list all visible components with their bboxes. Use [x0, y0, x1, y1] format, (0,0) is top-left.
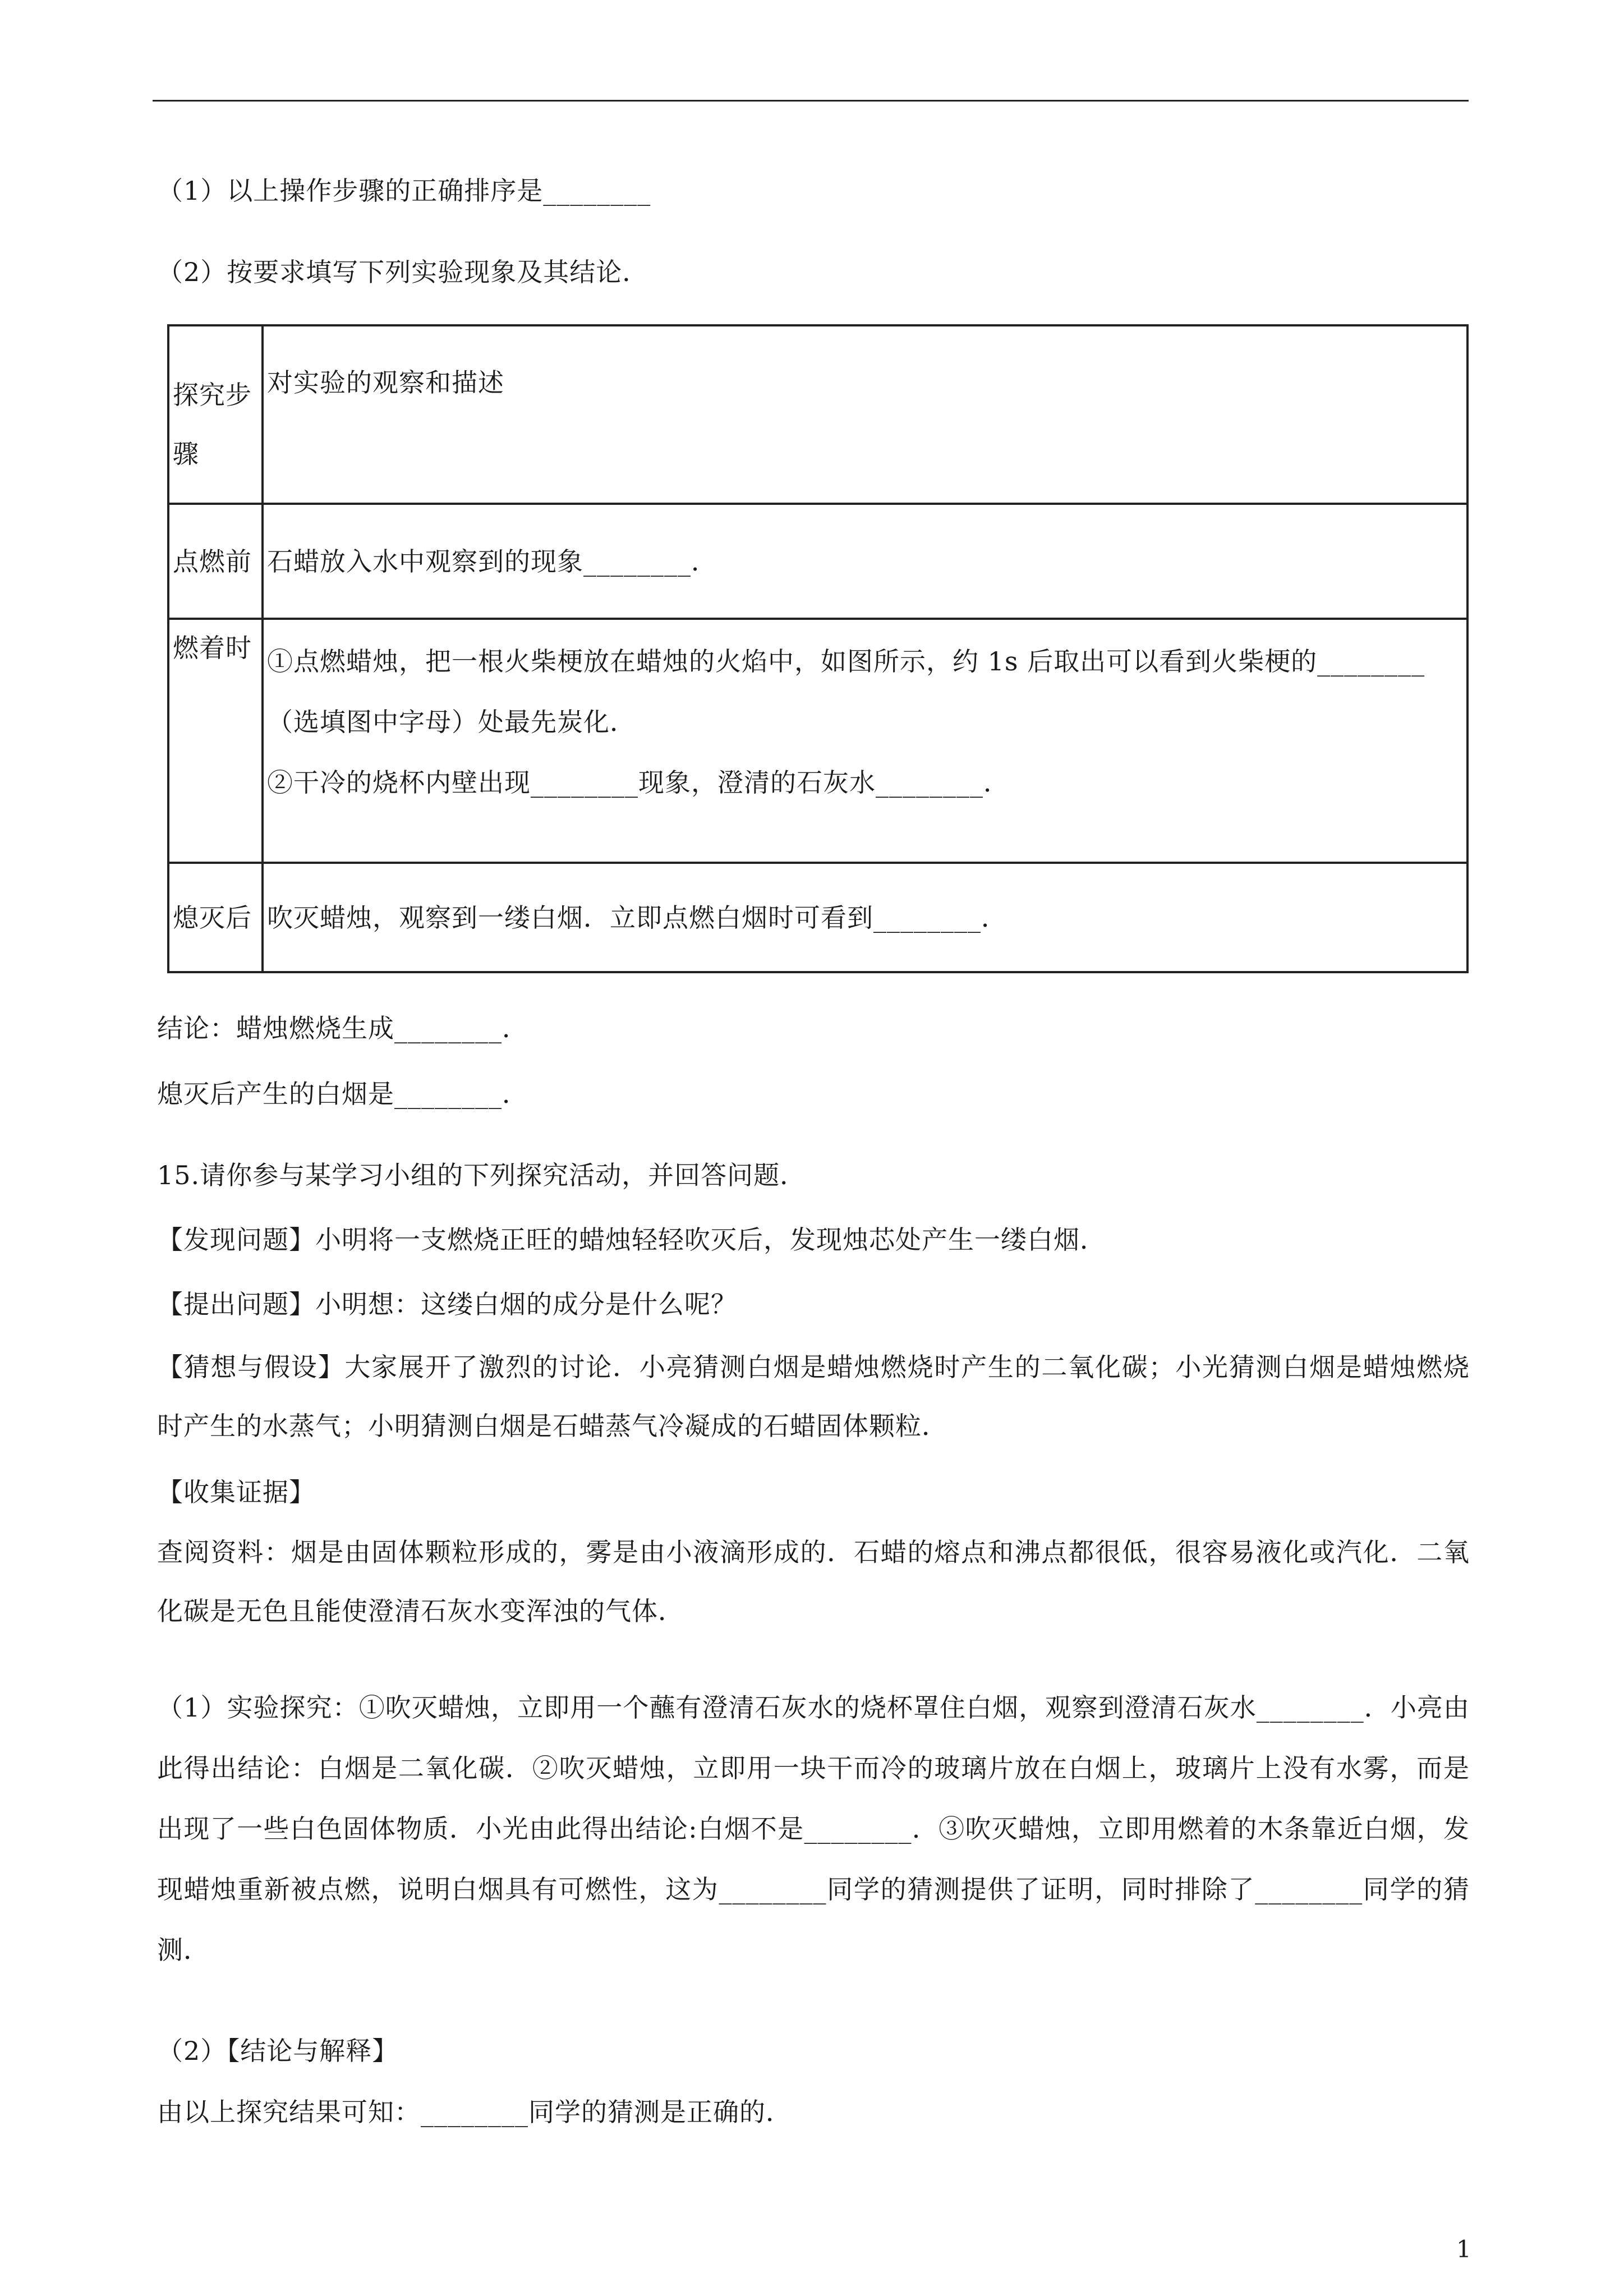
q15-evidence: 查阅资料：烟是由固体颗粒形成的，雾是由小液滴形成的．石蜡的熔点和沸点都很低，很容易液化或汽化．二氧化碳是无色且能使澄清石灰水变浑浊的气体． — [157, 1537, 1470, 1626]
row-desc-before — [263, 504, 1467, 619]
table-row — [168, 619, 1467, 863]
table-row — [168, 325, 1467, 504]
q15-evidence-title: 【收集证据】 — [157, 1477, 315, 1507]
q14-part1: （1）以上操作步骤的正确排序是________ — [157, 176, 651, 206]
q15-part2: 由以上探究结果可知：________同学的猜测是正确的． — [157, 2097, 792, 2127]
row-line: （选填图中字母）处最先炭化． — [267, 707, 636, 737]
row-step-before: 点燃前 — [168, 504, 263, 619]
q15-hypothesis: 【猜想与假设】大家展开了激烈的讨论．小亮猜测白烟是蜡烛燃烧时产生的二氧化碳；小光猜测白烟是蜡烛燃烧时产生的水蒸气；小明猜测白烟是石蜡蒸气冷凝成的石蜡固体颗粒． — [157, 1352, 1470, 1441]
header-rule — [153, 100, 1469, 102]
row-desc-after — [263, 863, 1467, 972]
table-header-step: 探究步骤 — [168, 325, 263, 504]
row-line: 石蜡放入水中观察到的现象________． — [267, 546, 717, 577]
row-desc-burning — [263, 619, 1467, 863]
row-line: ①点燃蜡烛，把一根火柴梗放在蜡烛的火焰中，如图所示，约 1s 后取出可以看到火柴梗的________ — [267, 646, 1425, 677]
page-number: 1 — [1456, 2235, 1471, 2263]
row-step-after: 熄灭后 — [168, 863, 263, 972]
q15-part1: （1）实验探究：①吹灭蜡烛，立即用一个蘸有澄清石灰水的烧杯罩住白烟，观察到澄清石灰水________．小亮由此得出结论：白烟是二氧化碳．②吹灭蜡烛，立即用一块干而冷的玻璃片放在白烟上，玻璃片上没有水雾，而是出现了一些白色固体物质．小光由此得出结论:白烟不是________．③吹灭蜡烛，立即用燃着的木条靠近白烟，发现蜡烛重新被点燃，说明白烟具有可燃性，这为________同学的猜测提供了证明，同时排除了________同学的猜测． — [157, 1692, 1470, 1965]
q14-conclusion-1: 结论：蜡烛燃烧生成________． — [157, 1013, 528, 1043]
row-line: ②干冷的烧杯内壁出现________现象，澄清的石灰水________． — [267, 767, 1010, 798]
table-header-desc: 对实验的观察和描述 — [263, 325, 1467, 504]
q15-question: 【提出问题】小明想：这缕白烟的成分是什么呢？ — [157, 1289, 737, 1319]
row-line: 吹灭蜡烛，观察到一缕白烟．立即点燃白烟时可看到________． — [267, 902, 1007, 933]
table-row — [168, 863, 1467, 972]
q15-intro: 15.请你参与某学习小组的下列探究活动，并回答问题． — [157, 1160, 807, 1190]
row-step-burning: 燃着时 — [168, 619, 263, 863]
q14-conclusion-2: 熄灭后产生的白烟是________． — [157, 1079, 528, 1109]
table-row — [168, 504, 1467, 619]
q14-part2: （2）按要求填写下列实验现象及其结论． — [157, 257, 649, 287]
experiment-table — [167, 324, 1469, 973]
q15-discover: 【发现问题】小明将一支燃烧正旺的蜡烛轻轻吹灭后，发现烛芯处产生一缕白烟． — [157, 1225, 1106, 1255]
q15-part2-title: （2）【结论与解释】 — [157, 2036, 399, 2066]
